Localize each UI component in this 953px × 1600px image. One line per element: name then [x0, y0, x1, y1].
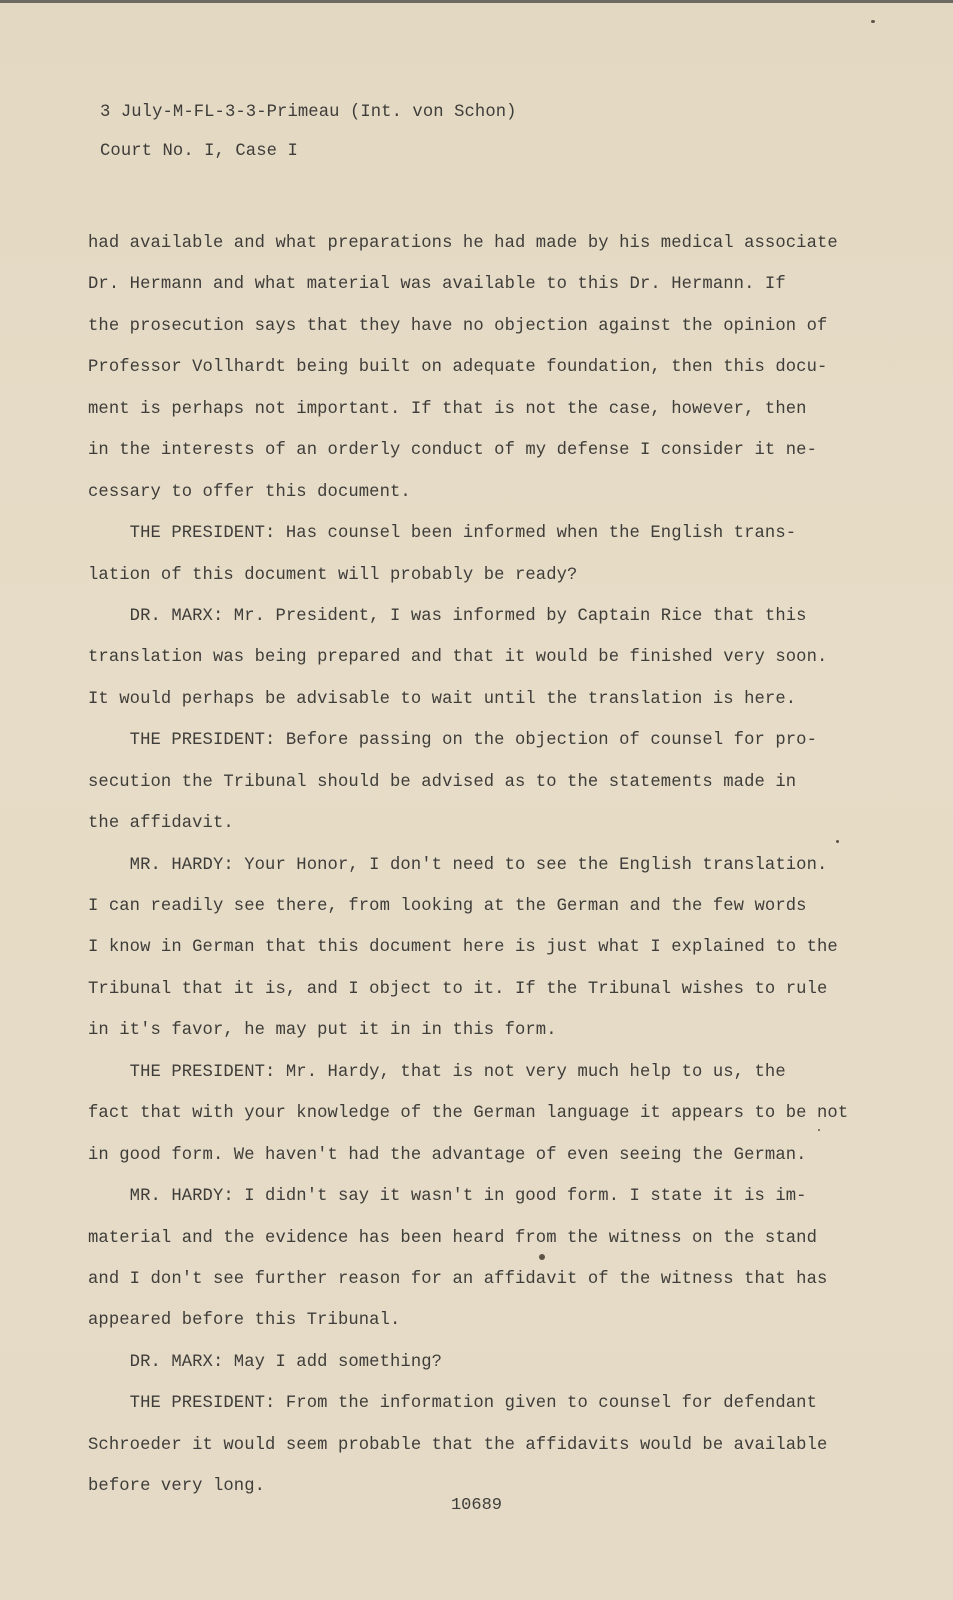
paper-speck [818, 1129, 820, 1131]
transcript-line: DR. MARX: Mr. President, I was informed by Captain Rice that this [88, 606, 807, 626]
transcript-line: and I don't see further reason for an affidavit of the witness that has [88, 1269, 828, 1289]
transcript-line: the affidavit. [88, 814, 234, 834]
transcript-line: Dr. Hermann and what material was available to this Dr. Hermann. If [88, 275, 786, 295]
transcript-line: appeared before this Tribunal. [88, 1311, 401, 1331]
transcript-line: I know in German that this document here is just what I explained to the [88, 938, 838, 958]
transcript-line: THE PRESIDENT: Has counsel been informed when the English trans- [88, 524, 797, 544]
transcript-line: in the interests of an orderly conduct of my defense I consider it ne- [88, 441, 817, 461]
transcript-line: It would perhaps be advisable to wait until the translation is here. [88, 689, 797, 709]
transcript-line: before very long. [88, 1477, 266, 1497]
transcript-line: DR. MARX: May I add something? [88, 1352, 443, 1372]
transcript-line: in it's favor, he may put it in in this form. [88, 1021, 557, 1041]
transcript-line: Schroeder it would seem probable that the affidavits would be available [88, 1435, 828, 1455]
transcript-line: secution the Tribunal should be advised as to the statements made in [88, 772, 797, 792]
transcript-line: Tribunal that it is, and I object to it. If the Tribunal wishes to rule [88, 979, 828, 999]
transcript-body [88, 223, 848, 1508]
transcript-line: in good form. We haven't had the advantage of even seeing the German. [88, 1145, 807, 1165]
transcript-line: material and the evidence has been heard from the witness on the stand [88, 1228, 817, 1248]
transcript-line: MR. HARDY: I didn't say it wasn't in good form. I state it is im- [88, 1187, 807, 1207]
transcript-line: THE PRESIDENT: Mr. Hardy, that is not very much help to us, the [88, 1062, 786, 1082]
paper-speck [836, 840, 839, 843]
header-line-2: Court No. I, Case I [100, 142, 298, 161]
transcript-line: translation was being prepared and that it would be finished very soon. [88, 648, 828, 668]
transcript-line: I can readily see there, from looking at the German and the few words [88, 897, 807, 916]
transcript-line: Professor Vollhardt being built on adequate foundation, then this docu- [88, 358, 828, 378]
transcript-line: the prosecution says that they have no objection against the opinion of [88, 316, 828, 336]
paper-speck [539, 1254, 545, 1260]
transcript-line: had available and what preparations he had made by his medical associate [88, 234, 838, 253]
header-line-1: 3 July-M-FL-3-3-Primeau (Int. von Schon) [100, 103, 517, 122]
page-number: 10689 [450, 1496, 502, 1515]
transcript-line: ment is perhaps not important. If that is not the case, however, then [88, 399, 807, 419]
transcript-line: THE PRESIDENT: From the information given to counsel for defendant [88, 1394, 817, 1414]
transcript-line: MR. HARDY: Your Honor, I don't need to see the English translation. [88, 855, 828, 875]
transcript-line: lation of this document will probably be ready? [88, 565, 578, 585]
paper-speck [871, 20, 875, 23]
transcript-line: fact that with your knowledge of the German language it appears to be not [88, 1104, 849, 1124]
transcript-line: cessary to offer this document. [88, 482, 411, 502]
transcript-line: THE PRESIDENT: Before passing on the objection of counsel for pro- [88, 731, 817, 751]
